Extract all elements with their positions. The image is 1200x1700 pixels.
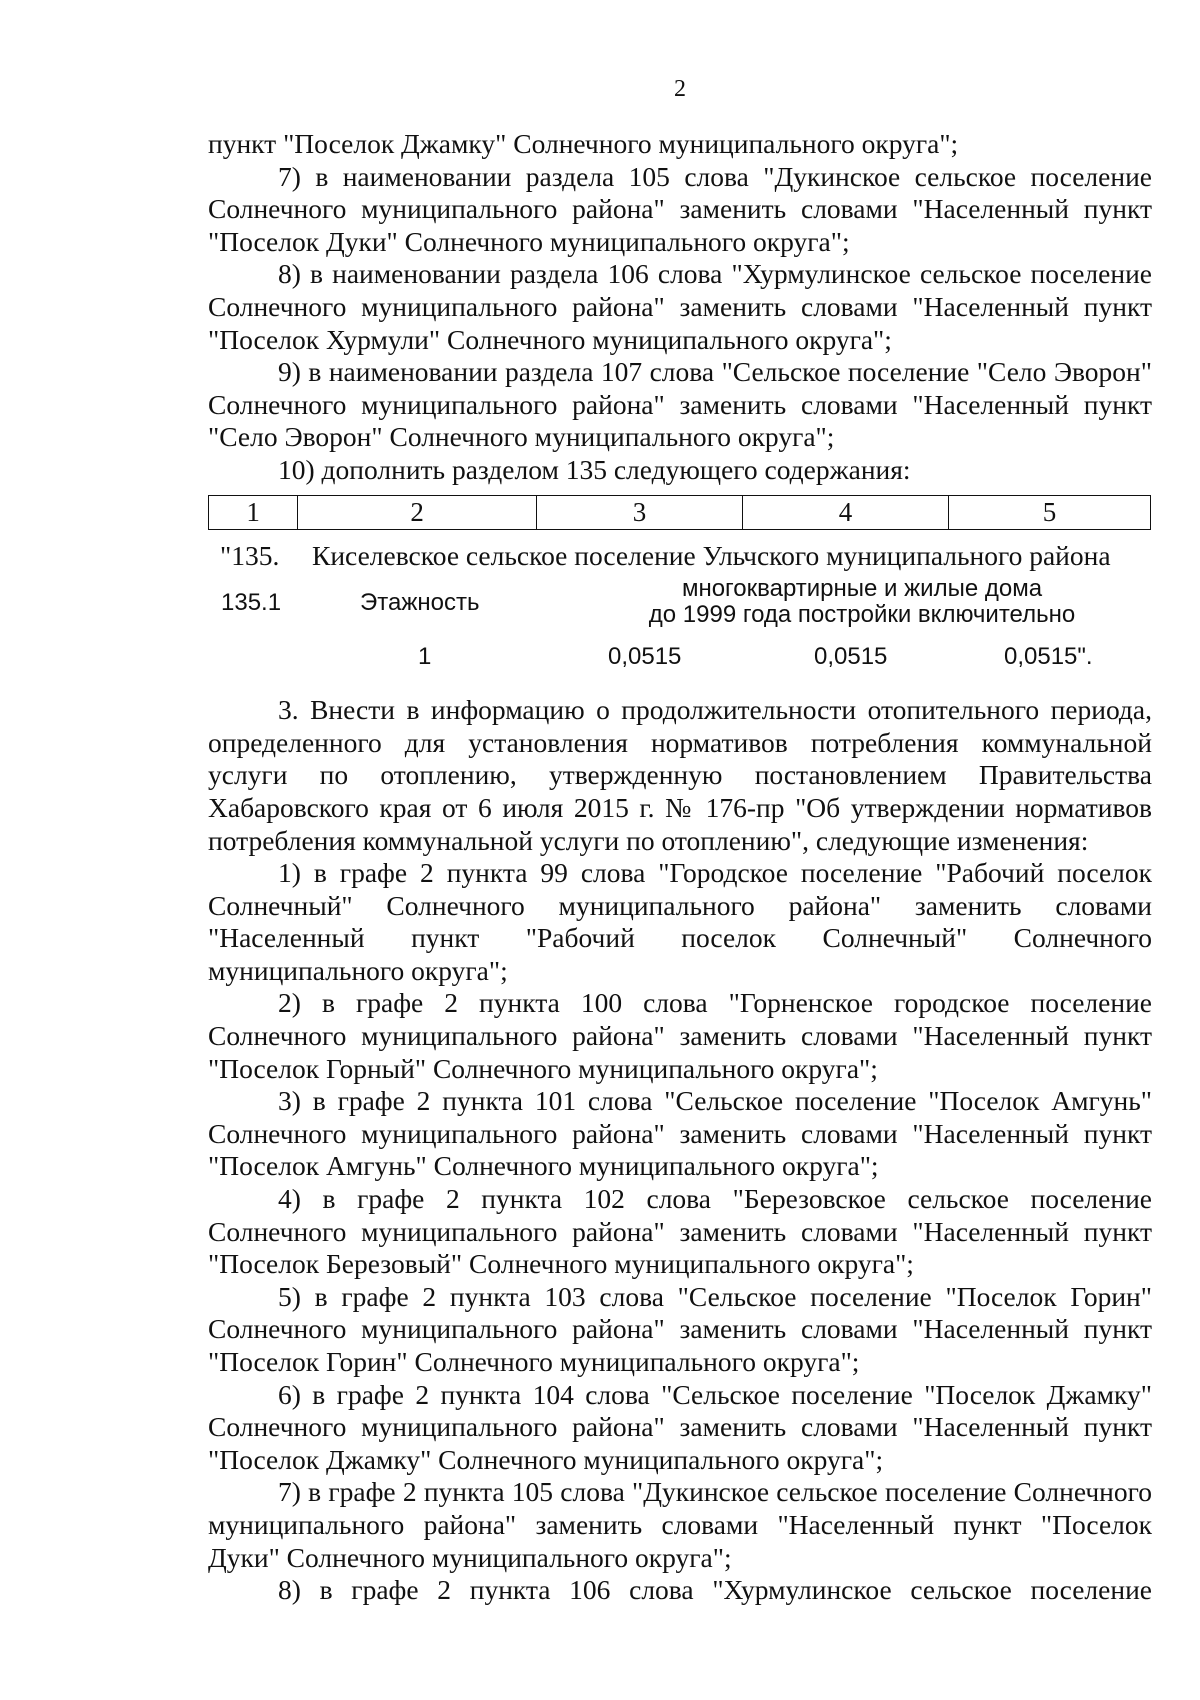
row-description-line: до 1999 года постройки включительно (648, 601, 1076, 629)
column-number-table (208, 495, 1151, 530)
column-number-cell: 4 (743, 495, 949, 529)
paragraph-item-7-section-105: 7) в наименовании раздела 105 слова "Дукинское сельское поселение Солнечного муниципального района" заменить словами "Населенный пункт "Поселок Дуки" Солнечного муниципального округа"; (208, 160, 1152, 257)
paragraph-item-2-point-100: 2) в графе 2 пункта 100 слова "Горненское городское поселение Солнечного муниципального района" заменить словами "Населенный пункт "Поселок Горный" Солнечного муниципального округа"; (208, 987, 1152, 1084)
paragraph-item-3-point-101: 3) в графе 2 пункта 101 слова "Сельское поселение "Поселок Амгунь" Солнечного муниципального района" заменить словами "Населенный пункт "Поселок Амгунь" Солнечного муниципального округа"; (208, 1085, 1152, 1182)
value-cell: 0,0515 (814, 643, 888, 671)
row-description-line: многоквартирные и жилые дома (681, 575, 1043, 603)
paragraph-continuation: пункт "Поселок Джамку" Солнечного муниципального округа"; (208, 128, 959, 159)
value-cell: 0,0515". (1004, 643, 1093, 671)
section-135-title: Киселевское сельское поселение Ульчского муниципального района (312, 539, 1111, 571)
section-135-title-row (208, 540, 1152, 573)
page-number: 2 (674, 76, 686, 102)
paragraph-item-4-point-102: 4) в графе 2 пункта 102 слова "Березовское сельское поселение Солнечного муниципального района" заменить словами "Населенный пункт "Поселок Березовый" Солнечного муниципального округа"; (208, 1183, 1152, 1280)
table-row (208, 576, 1152, 638)
paragraph-3-heating-period: 3. Внести в информацию о продолжительности отопительного периода, определенного для установления нормативов потребления коммунальной услуги по отоплению, утвержденную постановлением Правительства Хабаровского края от 6 июля 2015 г. № 176-пр "Об утверждении нормативов потребления коммунальной услуги по отоплению", следующие изменения: (208, 694, 1152, 856)
value-cell: 1 (418, 643, 432, 671)
column-number-cell: 3 (537, 495, 743, 529)
paragraph-item-5-point-103: 5) в графе 2 пункта 103 слова "Сельское поселение "Поселок Горин" Солнечного муниципального района" заменить словами "Населенный пункт "Поселок Горин" Солнечного муниципального округа"; (208, 1280, 1152, 1377)
column-number-cell: 1 (209, 495, 298, 529)
paragraph-item-8-section-106: 8) в наименовании раздела 106 слова "Хурмулинское сельское поселение Солнечного муниципального района" заменить словами "Населенный пункт "Поселок Хурмули" Солнечного муниципального округа"; (208, 258, 1152, 355)
value-cell: 0,0515 (608, 643, 682, 671)
paragraph-item-6-point-104: 6) в графе 2 пункта 104 слова "Сельское поселение "Поселок Джамку" Солнечного муниципального района" заменить словами "Населенный пункт "Поселок Джамку" Солнечного муниципального округа"; (208, 1378, 1152, 1475)
column-number-cell: 5 (949, 495, 1151, 529)
table-row (209, 495, 1151, 529)
paragraph-item-9-section-107: 9) в наименовании раздела 107 слова "Сельское поселение "Село Эворон" Солнечного муниципального района" заменить словами "Населенный пункт "Село Эворон" Солнечного муниципального округа"; (208, 356, 1152, 453)
row-number: 135.1 (221, 589, 282, 617)
table-row (208, 638, 1152, 680)
column-number-cell: 2 (298, 495, 537, 529)
row-parameter: Этажность (360, 589, 480, 617)
document-body (208, 128, 1152, 1607)
paragraph-item-8-point-106: 8) в графе 2 пункта 106 слова "Хурмулинское сельское поселение (278, 1574, 1152, 1606)
paragraph-item-7-point-105: 7) в графе 2 пункта 105 слова "Дукинское сельское поселение Солнечного муниципального района" заменить словами "Населенный пункт "Поселок Дуки" Солнечного муниципального округа"; (208, 1476, 1152, 1573)
paragraph-item-10-add-section-135: 10) дополнить разделом 135 следующего содержания: (278, 453, 911, 485)
row-description (612, 576, 1112, 628)
paragraph-item-1-point-99: 1) в графе 2 пункта 99 слова "Городское поселение "Рабочий поселок Солнечный" Солнечного муниципального района" заменить словами "Населенный пункт "Рабочий поселок Солнечный" Солнечного муниципального округа"; (208, 857, 1152, 986)
section-135-number: "135. (220, 539, 280, 571)
